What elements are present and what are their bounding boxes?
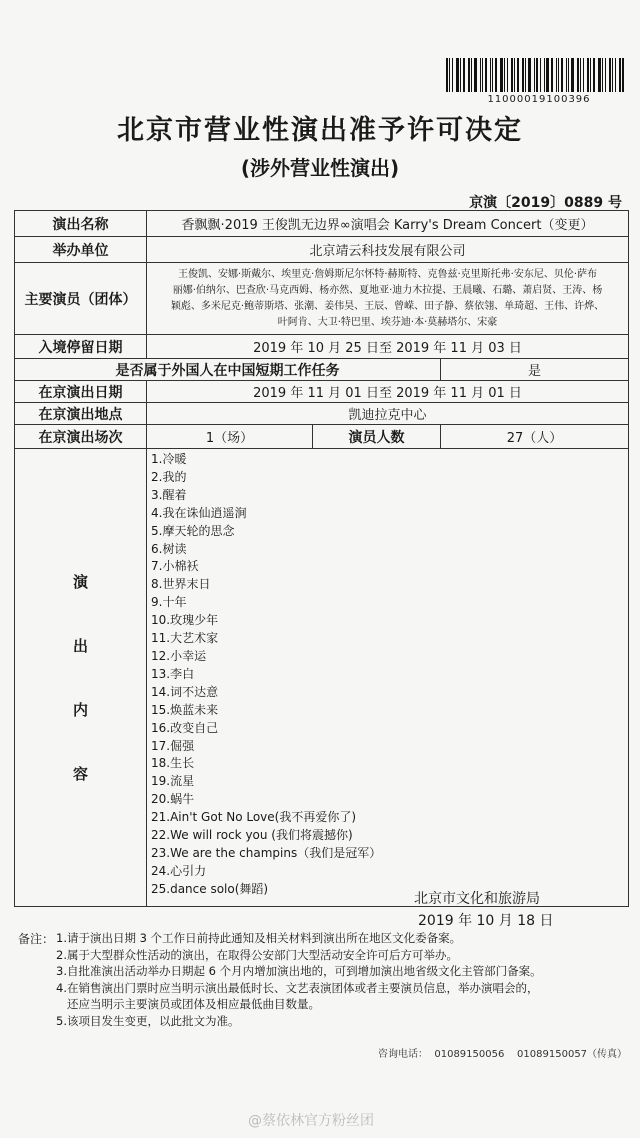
song-item: 6.树读 xyxy=(151,541,187,556)
barcode-bar xyxy=(522,58,524,92)
barcode-bar xyxy=(602,58,603,92)
contact-phone: 咨询电话： 01089150056 01089150057（传真） xyxy=(378,1049,628,1060)
barcode-bar xyxy=(556,58,557,92)
barcode-bar xyxy=(571,58,574,92)
song-item: 25.dance solo(舞蹈) xyxy=(151,881,269,896)
program-label-char: 内 xyxy=(72,700,88,719)
barcode-bar xyxy=(568,58,569,92)
barcode-bar xyxy=(449,58,450,92)
program-label-char: 出 xyxy=(72,636,88,655)
document-title: 北京市营业性演出准予许可决定 xyxy=(117,115,523,146)
program-label xyxy=(15,449,147,907)
barcode-bar xyxy=(587,58,589,92)
barcode-bar xyxy=(492,58,493,92)
barcode-bar xyxy=(546,58,549,92)
document-number: 京演〔2019〕0889 号 xyxy=(469,195,622,211)
row-show-name xyxy=(15,211,629,237)
song-list xyxy=(147,449,629,907)
song-item: 20.蜗牛 xyxy=(151,792,195,807)
permit-table xyxy=(14,210,629,907)
song-item: 3.醒着 xyxy=(151,487,187,502)
barcode-bar xyxy=(525,58,526,92)
row-entry-dates xyxy=(15,335,629,359)
song-item: 22.We will rock you (我们将震撼你) xyxy=(151,828,353,843)
barcode-bar xyxy=(566,58,567,92)
song-item: 12.小幸运 xyxy=(151,648,207,663)
barcode-bar xyxy=(480,58,481,92)
short-term-value: 是 xyxy=(441,359,629,381)
row-organizer xyxy=(15,237,629,263)
song-item: 11.大艺术家 xyxy=(151,631,219,646)
song-item: 18.生长 xyxy=(151,756,195,771)
notes-label: 备注： xyxy=(18,932,55,946)
song-item: 23.We are the champins（我们是冠军） xyxy=(151,845,382,860)
barcode-bar xyxy=(517,58,519,92)
barcode-bar xyxy=(495,58,497,92)
barcode-number: 11000019100396 xyxy=(487,94,591,105)
row-venue xyxy=(15,403,629,425)
barcode-bar xyxy=(558,58,559,92)
song-item: 15.焕蓝未来 xyxy=(151,702,219,717)
beijing-dates-value: 2019 年 11 月 01 日至 2019 年 11 月 01 日 xyxy=(147,381,629,403)
row-sessions xyxy=(15,425,629,449)
barcode-bar xyxy=(551,58,553,92)
barcode-bar xyxy=(609,58,611,92)
barcode-bar xyxy=(561,58,563,92)
organizer-value: 北京靖云科技发展有限公司 xyxy=(147,237,629,263)
barcode-bar xyxy=(482,58,483,92)
song-item: 21.Ain't Got No Love(我不再爱你了) xyxy=(151,810,357,825)
barcode xyxy=(446,58,632,92)
note-item: 1.请于演出日期 3 个工作日前持此通知及相关材料到演出所在地区文化委备案。 xyxy=(56,931,462,945)
barcode-bar xyxy=(485,58,487,92)
barcode-bar xyxy=(605,58,606,92)
song-item: 4.我在诛仙逍遥涧 xyxy=(151,505,247,520)
row-program xyxy=(15,449,629,907)
barcode-bar xyxy=(468,58,470,92)
barcode-bar xyxy=(580,58,581,92)
sessions-value: 1（场） xyxy=(147,425,313,449)
watermark: @蔡依林官方粉丝团 xyxy=(248,1113,374,1129)
notes-list xyxy=(56,930,632,1029)
note-item: 还应当明示主要演员或团体及相应最低曲目数量。 xyxy=(56,997,320,1011)
song-item: 13.李白 xyxy=(151,666,195,681)
song-item: 16.改变自己 xyxy=(151,720,219,735)
song-item: 17.倔强 xyxy=(151,738,195,753)
barcode-bar xyxy=(504,58,505,92)
program-label-char: 演 xyxy=(72,572,88,591)
show-name-label: 演出名称 xyxy=(15,211,147,237)
barcode-bar xyxy=(507,58,508,92)
song-item: 9.十年 xyxy=(151,595,187,610)
barcode-bar xyxy=(446,58,448,92)
barcode-bar xyxy=(500,58,503,92)
song-item: 7.小棉袄 xyxy=(151,559,199,574)
cast-value xyxy=(147,263,629,335)
program-label-char: 容 xyxy=(72,764,88,783)
barcode-bar xyxy=(577,58,579,92)
barcode-bar xyxy=(471,58,472,92)
barcode-bar xyxy=(544,58,545,92)
barcode-bar xyxy=(474,58,477,92)
song-item: 2.我的 xyxy=(151,469,187,484)
barcode-bar xyxy=(511,58,513,92)
performers-value: 27（人） xyxy=(441,425,629,449)
barcode-bar xyxy=(612,58,613,92)
barcode-bar xyxy=(615,58,616,92)
barcode-bar xyxy=(536,58,538,92)
barcode-bar xyxy=(619,58,621,92)
issuing-authority: 北京市文化和旅游局 xyxy=(414,891,540,907)
barcode-bar xyxy=(622,58,624,92)
song-item: 19.流星 xyxy=(151,774,195,789)
song-item: 8.世界末日 xyxy=(151,577,211,592)
cast-line: 王俊凯、安娜·斯戴尔、埃里克·詹姆斯尼尔怀特·赫斯特、克鲁兹·克里斯托弗·安东尼、贝伦·萨布 xyxy=(177,268,598,280)
cast-line: 颖彪、多米尼克·鲍蒂斯塔、张潮、姜伟昊、王辰、曾嵘、田子静、蔡依翎、单琦超、王伟、许烨、 xyxy=(170,300,605,312)
barcode-bar xyxy=(590,58,591,92)
barcode-bar xyxy=(460,58,461,92)
barcode-bar xyxy=(452,58,453,92)
song-item: 10.玫瑰少年 xyxy=(151,613,219,628)
row-cast xyxy=(15,263,629,335)
row-beijing-dates xyxy=(15,381,629,403)
barcode-bar xyxy=(456,58,459,92)
performers-label: 演员人数 xyxy=(313,425,441,449)
barcode-bar xyxy=(463,58,465,92)
document-subtitle: (涉外营业性演出) xyxy=(240,156,400,180)
note-item: 5.该项目发生变更，以此批文为准。 xyxy=(56,1013,240,1028)
note-item: 4.在销售演出门票时应当明示演出最低时长、文艺表演团体或者主要演员信息，举办演唱会的， xyxy=(56,980,539,995)
note-item: 2.属于大型群众性活动的演出，在取得公安部门大型活动安全许可后方可举办。 xyxy=(56,947,458,962)
cast-line: 丽娜·伯纳尔、巴查欣·马克西姆、杨亦然、夏地亚·迪力木拉提、王晨曦、石璐、萧启贤、王涛、杨 xyxy=(172,284,603,296)
cast-label: 主要演员（团体） xyxy=(15,263,147,335)
barcode-bar xyxy=(598,58,601,92)
song-item: 14.词不达意 xyxy=(151,684,219,699)
cast-line: 叶阿肯、大卫·特巴里、埃芬迪·本·莫赫塔尔、宋豪 xyxy=(277,316,498,328)
issue-date: 2019 年 10 月 18 日 xyxy=(418,913,554,929)
barcode-bar xyxy=(534,58,535,92)
barcode-bar xyxy=(540,58,541,92)
short-term-label: 是否属于外国人在中国短期工作任务 xyxy=(15,359,441,381)
barcode-bar xyxy=(593,58,595,92)
venue-value: 凯迪拉克中心 xyxy=(147,403,629,425)
barcode-bar xyxy=(528,58,531,92)
beijing-dates-label: 在京演出日期 xyxy=(15,381,147,403)
barcode-bar xyxy=(514,58,515,92)
song-item: 24.心引力 xyxy=(151,863,207,878)
entry-dates-value: 2019 年 10 月 25 日至 2019 年 11 月 03 日 xyxy=(147,335,629,359)
note-item: 3.自批准演出活动举办日期起 6 个月内增加演出地的，可到增加演出地省级文化主管部门备案。 xyxy=(56,964,542,978)
organizer-label: 举办单位 xyxy=(15,237,147,263)
barcode-bar xyxy=(583,58,584,92)
song-item: 5.摩天轮的思念 xyxy=(151,523,235,538)
show-name-value: 香飘飘·2019 王俊凯无边界∞演唱会 Karry's Dream Concert（变更） xyxy=(147,211,629,237)
row-short-term xyxy=(15,359,629,381)
venue-label: 在京演出地点 xyxy=(15,403,147,425)
song-item: 1.冷暖 xyxy=(151,452,187,466)
barcode-bar xyxy=(490,58,491,92)
sessions-label: 在京演出场次 xyxy=(15,425,147,449)
entry-dates-label: 入境停留日期 xyxy=(15,335,147,359)
